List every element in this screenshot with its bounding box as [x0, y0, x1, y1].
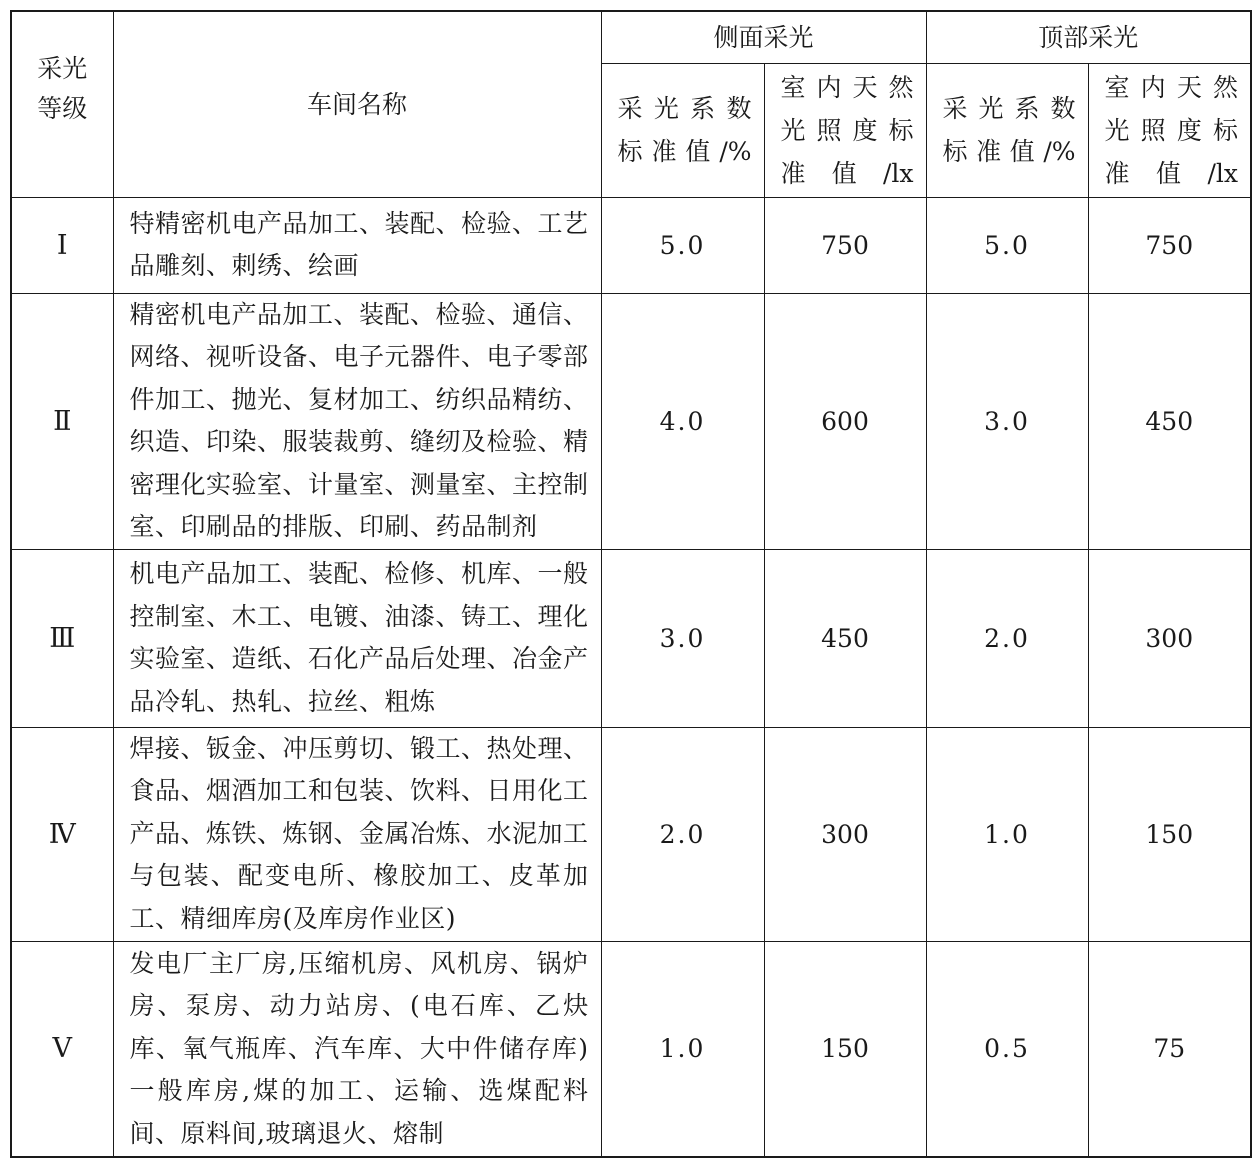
workshop-cell: 精密机电产品加工、装配、检验、通信、网络、视听设备、电子元器件、电子零部件加工、抛光、复材加工、纺织品精纺、织造、印染、服装裁剪、缝纫及检验、精密理化实验室、计量室、测量室、主控制室、印刷品的排版、印刷、药品制剂 [113, 293, 601, 549]
coef-top-cell: 5.0 [926, 197, 1088, 293]
lux-side-cell: 450 [764, 549, 926, 727]
header-lux-top: 室 内 天 然 光 照 度 标 准值/lx [1088, 63, 1251, 197]
coef-top-cell: 1.0 [926, 727, 1088, 941]
coef-side-cell: 3.0 [601, 549, 764, 727]
coef-side-cell: 5.0 [601, 197, 764, 293]
lux-top-cell: 450 [1088, 293, 1251, 549]
table-row [11, 293, 1251, 549]
lux-side-cell: 750 [764, 197, 926, 293]
table-row [11, 549, 1251, 727]
header-side-lighting: 侧面采光 [601, 11, 926, 63]
coef-top-cell: 3.0 [926, 293, 1088, 549]
grade-cell: Ⅰ [11, 197, 113, 293]
table-row [11, 941, 1251, 1157]
lux-side-cell: 300 [764, 727, 926, 941]
coef-side-cell: 2.0 [601, 727, 764, 941]
lux-top-cell: 750 [1088, 197, 1251, 293]
table-row [11, 197, 1251, 293]
grade-cell: Ⅱ [11, 293, 113, 549]
coef-side-cell: 1.0 [601, 941, 764, 1157]
workshop-cell: 特精密机电产品加工、装配、检验、工艺品雕刻、刺绣、绘画 [113, 197, 601, 293]
coef-top-cell: 2.0 [926, 549, 1088, 727]
header-grade-label: 采光 等级 [37, 54, 88, 124]
workshop-cell: 发电厂主厂房,压缩机房、风机房、锅炉房、泵房、动力站房、(电石库、乙炔库、氧气瓶库、汽车库、大中件储存库)一般库房,煤的加工、运输、选煤配料间、原料间,玻璃退火、熔制 [113, 941, 601, 1157]
lux-top-cell: 75 [1088, 941, 1251, 1157]
header-grade [11, 11, 113, 197]
lux-top-cell: 300 [1088, 549, 1251, 727]
lux-top-cell: 150 [1088, 727, 1251, 941]
workshop-cell: 机电产品加工、装配、检修、机库、一般控制室、木工、电镀、油漆、铸工、理化实验室、造纸、石化产品后处理、冶金产品冷轧、热轧、拉丝、粗炼 [113, 549, 601, 727]
header-coef-top: 采 光 系 数 标准值/% [926, 63, 1088, 197]
coef-top-cell: 0.5 [926, 941, 1088, 1157]
lux-side-cell: 150 [764, 941, 926, 1157]
grade-cell: Ⅳ [11, 727, 113, 941]
coef-side-cell: 4.0 [601, 293, 764, 549]
header-workshop-label: 车间名称 [306, 89, 407, 119]
header-lux-side: 室 内 天 然 光 照 度 标 准值/lx [764, 63, 926, 197]
header-workshop [113, 11, 601, 197]
table-row [11, 727, 1251, 941]
lighting-standards-table [10, 10, 1252, 1158]
header-coef-side: 采 光 系 数 标准值/% [601, 63, 764, 197]
header-top-lighting: 顶部采光 [926, 11, 1251, 63]
grade-cell: Ⅲ [11, 549, 113, 727]
workshop-cell: 焊接、钣金、冲压剪切、锻工、热处理、食品、烟酒加工和包装、饮料、日用化工产品、炼铁、炼钢、金属冶炼、水泥加工与包装、配变电所、橡胶加工、皮革加工、精细库房(及库房作业区) [113, 727, 601, 941]
grade-cell: Ⅴ [11, 941, 113, 1157]
lux-side-cell: 600 [764, 293, 926, 549]
